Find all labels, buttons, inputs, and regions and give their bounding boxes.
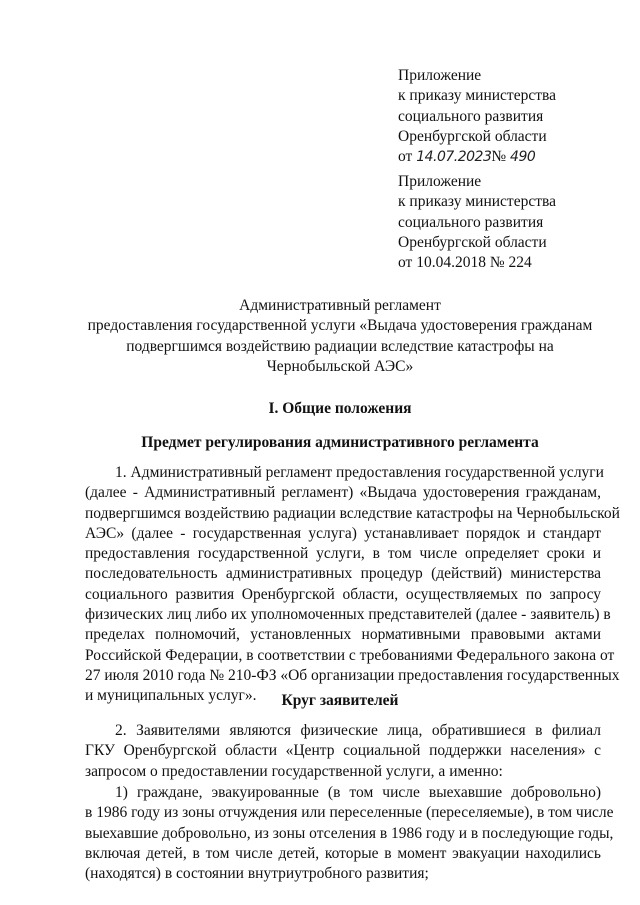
date-prefix: от [398, 148, 413, 166]
paragraph-line: последовательность административных процедур (действий) министерства [85, 565, 601, 583]
paragraph-line: физических лиц либо их уполномоченных представителей (далее - заявитель) в [85, 606, 611, 624]
paragraph-line: в 1986 году из зоны отчуждения или переселенные (переселяемые), в том числе [85, 804, 614, 822]
number-sign: № [491, 148, 507, 166]
paragraph-line: Российской Федерации, в соответствии с требованиями Федерального закона от [85, 646, 615, 664]
paragraph-line: АЭС» (далее - государственная услуга) устанавливает порядок и стандарт [85, 524, 601, 542]
appendix-ministry-line: социального развития [398, 107, 544, 125]
paragraph-line: предоставления государственной услуги, в том числе определяет сроки и [85, 545, 601, 563]
title-line: Административный регламент [239, 297, 441, 314]
applicants-heading: Круг заявителей [281, 692, 399, 709]
appendix-date-line [398, 147, 628, 167]
paragraph-line: пределах полномочий, установленных нормативными правовыми актами [85, 626, 601, 644]
handwritten-number: 490 [510, 149, 536, 166]
section-heading: I. Общие положения [268, 400, 412, 417]
title-line: предоставления государственной услуги «Выдача удостоверения гражданам [87, 317, 593, 335]
appendix-order-line: к приказу министерства [398, 87, 556, 105]
paragraph-line: социального развития Оренбургской области, осуществляемых по запросу [85, 585, 601, 603]
paragraph-line: 1) граждане, эвакуированные (в том числе выехавшие добровольно) [115, 784, 601, 801]
appendix-region-line: Оренбургской области [398, 233, 547, 251]
paragraph-3 [85, 783, 614, 884]
paragraph-line: 2. Заявителями являются физические лица, обратившиеся в филиал [115, 722, 601, 739]
appendix-stamp-old [398, 172, 628, 273]
appendix-date-line: от 10.04.2018 № 224 [398, 254, 532, 272]
subject-heading: Предмет регулирования административного регламента [141, 434, 539, 451]
appendix-region-line: Оренбургской области [398, 127, 547, 145]
paragraph-line: (далее - Административный регламент) «Выдача удостоверения гражданам, [85, 484, 601, 502]
paragraph-1 [85, 463, 620, 707]
paragraph-line: включая детей, в том числе детей, которые в момент эвакуации находились [85, 844, 601, 862]
paragraph-line: 1. Административный регламент предоставления государственной услуги [115, 464, 604, 481]
paragraph-line: запросом о предоставлении государственной услуги, а именно: [85, 762, 503, 780]
title-line: подвергшимся воздействию радиации вследствие катастрофы на [126, 337, 554, 355]
paragraph-line: 27 июля 2010 года № 210-ФЗ «Об организации предоставления государственных [85, 666, 620, 684]
paragraph-2 [85, 721, 601, 782]
paragraph-line: подвергшимся воздействию радиации вследствие катастрофы на Чернобыльской [85, 504, 620, 522]
paragraph-line: ГКУ Оренбургской области «Центр социальной поддержки населения» с [85, 742, 601, 760]
appendix-label: Приложение [398, 173, 482, 190]
appendix-order-line: к приказу министерства [398, 193, 556, 211]
paragraph-line: (находятся) в состоянии внутриутробного развития; [85, 865, 429, 883]
paragraph-line: и муниципальных услуг». [85, 687, 257, 705]
paragraph-line: выехавшие добровольно, из зоны отселения в 1986 году и в последующие годы, [85, 824, 614, 842]
title-line: Чернобыльской АЭС» [266, 357, 414, 375]
handwritten-date: 14.07.2023 [416, 149, 492, 166]
appendix-ministry-line: социального развития [398, 213, 544, 231]
appendix-stamp-new [398, 66, 628, 167]
document-title [80, 296, 600, 377]
appendix-label: Приложение [398, 67, 482, 84]
